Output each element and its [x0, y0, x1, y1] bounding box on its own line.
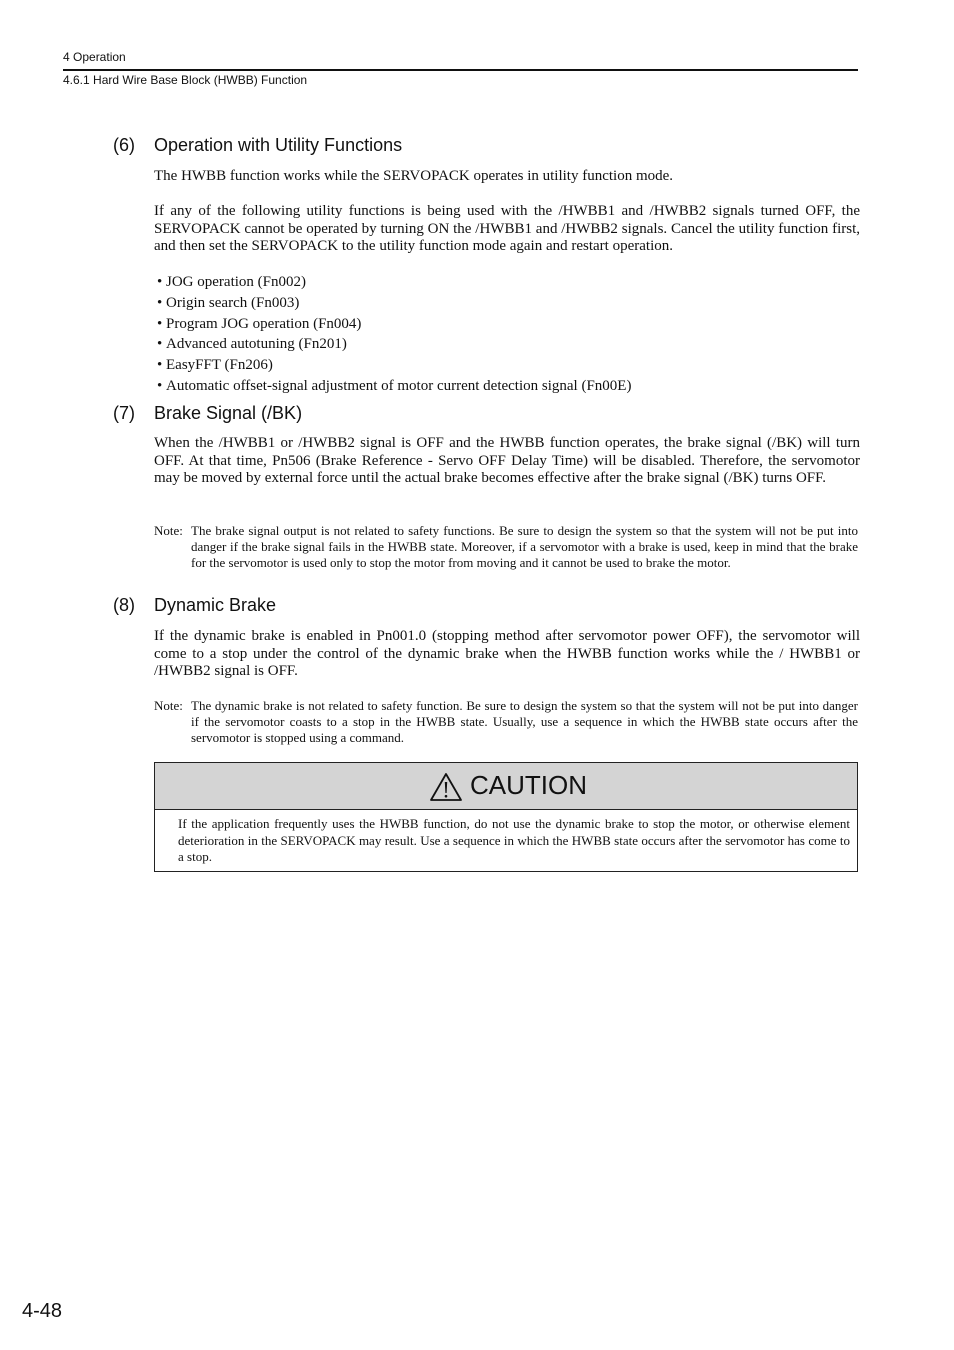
caution-header [155, 763, 857, 810]
caution-box [154, 762, 858, 872]
section-heading-7 [113, 403, 302, 424]
paragraph: If any of the following utility functions is being used with the /HWBB1 and /HWBB2 signals turned OFF, the SERVOPACK cannot be operated by turning ON the /HWBB1 and /HWBB2 signals. Cancel the utility function first, and then set the SERVOPACK to the utility function mode again and restart operation. [154, 203, 860, 254]
note [154, 698, 858, 746]
list-item: • JOG operation (Fn002) [157, 272, 631, 293]
list-item: • Program JOG operation (Fn004) [157, 314, 631, 335]
utility-function-list [157, 272, 631, 397]
note-text: The dynamic brake is not related to safety function. Be sure to design the system so that the system will not be put into danger if the servomotor coasts to a stop in the HWBB state. Usually, use a sequence in which the HWBB state occurs after the servomotor is stopped using a command. [191, 698, 858, 745]
note [154, 523, 858, 571]
paragraph: If the dynamic brake is enabled in Pn001.0 (stopping method after servomotor power OFF), the servomotor will come to a stop under the control of the dynamic brake when the HWBB function works while the / HWBB1 or /HWBB2 signal is OFF. [154, 628, 860, 679]
list-item: • Origin search (Fn003) [157, 293, 631, 314]
list-item: • Automatic offset-signal adjustment of motor current detection signal (Fn00E) [157, 376, 631, 397]
section-number: (8) [113, 595, 135, 615]
paragraph: The HWBB function works while the SERVOPACK operates in utility function mode. [154, 168, 674, 184]
running-header-section: 4.6.1 Hard Wire Base Block (HWBB) Function [63, 73, 308, 87]
warning-triangle-icon [429, 772, 463, 802]
note-label: Note: [154, 523, 183, 538]
note-label: Note: [154, 698, 183, 713]
caution-title: CAUTION [470, 770, 587, 800]
header-rule [63, 69, 858, 71]
list-item: • EasyFFT (Fn206) [157, 355, 631, 376]
section-title: Dynamic Brake [154, 595, 277, 615]
section-heading-8 [113, 595, 276, 616]
note-text: The brake signal output is not related to safety functions. Be sure to design the system so that the system will not be put into danger if the brake signal fails in the HWBB state. Moreover, if a servomotor with a brake is used, keep in mind that the brake for the servomotor is used only to stop the motor from moving and it cannot be used to brake the motor. [191, 523, 858, 570]
section-title: Brake Signal (/BK) [154, 403, 303, 423]
section-title: Operation with Utility Functions [154, 135, 403, 155]
section-number: (6) [113, 135, 135, 155]
section-heading-6 [113, 135, 402, 156]
section-number: (7) [113, 403, 135, 423]
caution-text: If the application frequently uses the HWBB function, do not use the dynamic brake to stop the motor, or otherwise element deterioration in the SERVOPACK may result. Use a sequence in which the HWBB state occurs after the servomotor has come to a stop. [178, 816, 850, 864]
list-item: • Advanced autotuning (Fn201) [157, 334, 631, 355]
running-header-chapter: 4 Operation [63, 50, 126, 64]
page-number: 4-48 [22, 1300, 63, 1322]
paragraph: When the /HWBB1 or /HWBB2 signal is OFF and the HWBB function operates, the brake signal (/BK) will turn OFF. At that time, Pn506 (Brake Reference - Servo OFF Delay Time) will be disabled. Therefore, the servomotor may be moved by external force until the actual brake becomes effective after the brake signal (/BK) turns OFF. [154, 435, 860, 486]
